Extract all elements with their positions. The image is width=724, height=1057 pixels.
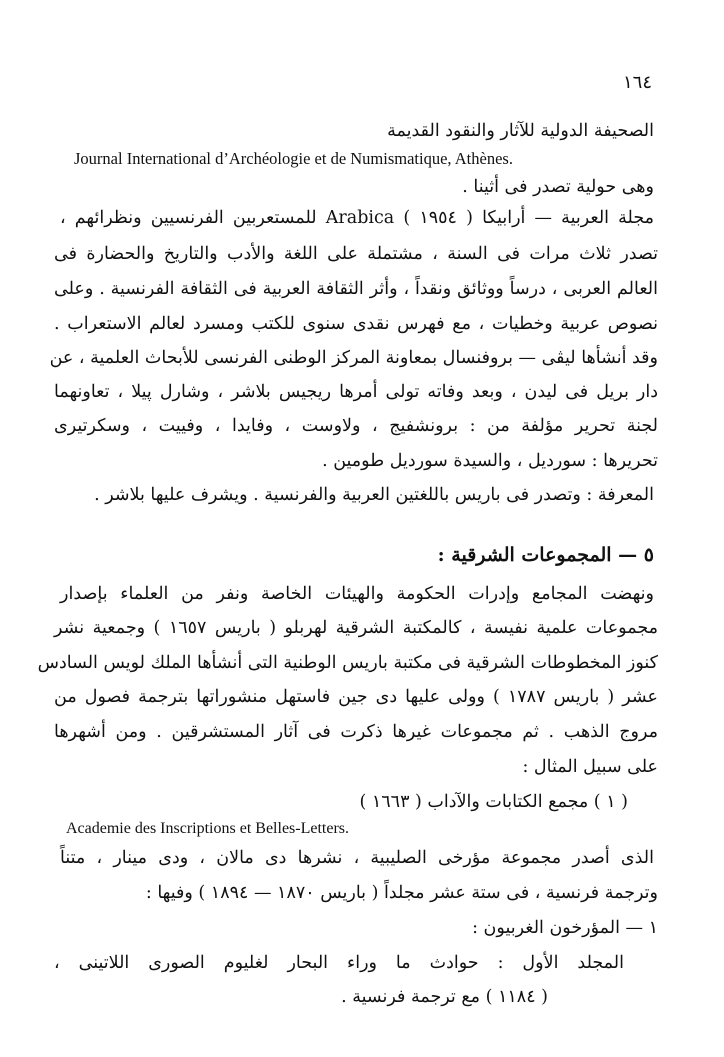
arabica-line-6: دار بريل فى ليدن ، وبعد وفاته تولى أمرها ريجيس بلاشر ، وشارل پيلا ، تعاونهما	[54, 382, 658, 402]
journal-title-arabic: الصحيفة الدولية للآثار والنقود القديمة	[387, 121, 654, 141]
page-number: ١٦٤	[622, 72, 652, 93]
item-one-line-1: الذى أصدر مجموعة مؤرخى الصليبية ، نشرها دى مالان ، ودى مينار ، متناً	[60, 848, 654, 868]
arabica-line-1: مجلة العربية — أرابيكا ( ١٩٥٤ ) Arabica للمستعربين الفرنسيين ونظرائهم ،	[60, 208, 654, 228]
arabica-line-8: تحريرها : سورديل ، والسيدة سورديل طومين .	[322, 451, 658, 471]
journal-title-french: Journal International d’Archéologie et de Numismatique, Athènes.	[74, 149, 513, 168]
item-one-line-2: وترجمة فرنسية ، فى ستة عشر مجلداً ( باريس ١٨٧٠ — ١٨٩٤ ) وفيها :	[145, 883, 658, 903]
arabica-line-3: العالم العربى ، درساً ووثائق ونقداً ، وأثر الثقافة العربية فى الثقافة الفرنسية . وعلى	[54, 279, 658, 299]
arabica-line-2: تصدر ثلاث مرات فى السنة ، مشتملة على اللغة والأدب والتاريخ والحضارة فى	[54, 244, 658, 264]
section-line-2: مجموعات علمية نفيسة ، كالمكتبة الشرقية لهربلو ( باريس ١٦٥٧ ) وجمعية نشر	[54, 618, 659, 638]
section-line-3: كنوز المخطوطات الشرقية فى مكتبة باريس الوطنية التى أنشأها الملك لويس السادس	[37, 653, 658, 673]
section-line-4: عشر ( باريس ١٧٨٧ ) وولى عليها دى جين فاستهل منشوراتها بترجمة فصول من	[54, 687, 658, 707]
volume-one-continuation: ( ١١٨٤ ) مع ترجمة فرنسية .	[341, 987, 548, 1007]
sub-heading: ١ — المؤرخون الغربيون :	[472, 918, 658, 938]
arabica-line-5: وقد أنشأها ليڤى — بروفنسال بمعاونة المركز الوطنى الفرنسى للأبحاث العلمية ، عن	[49, 348, 658, 368]
marifa-entry: المعرفة : وتصدر فى باريس باللغتين العربية والفرنسية . ويشرف عليها بلاشر .	[94, 485, 654, 505]
volume-one-line: المجلد الأول : حوادث ما وراء البحار لغليوم الصورى اللاتينى ،	[54, 953, 624, 973]
section-line-5: مروج الذهب . ثم مجموعات غيرها ذكرت فى آثار المستشرقين . ومن أشهرها	[54, 722, 658, 742]
item-one-french: Academie des Inscriptions et Belles-Letters.	[66, 820, 350, 837]
arabica-line-7: لجنة تحرير مؤلفة من : برونشفيج ، ولاوست ، وفايدا ، وفييت ، وسكرتيرى	[54, 416, 658, 436]
item-one-heading: ( ١ ) مجمع الكتابات والآداب ( ١٦٦٣ )	[359, 792, 628, 812]
journal-description: وهى حولية تصدر فى أثينا .	[462, 177, 654, 197]
arabica-line-4: نصوص عربية وخطيات ، مع فهرس نقدى سنوى للكتب ومسرد لعالم الاستعراب .	[54, 314, 658, 334]
section-line-1: ونهضت المجامع وإدرات الحكومة والهيئات الخاصة ونفر من العلماء بإصدار	[60, 584, 654, 604]
section-line-6: على سبيل المثال :	[522, 757, 658, 777]
section-heading: ٥ — المجموعات الشرقية :	[437, 544, 654, 566]
